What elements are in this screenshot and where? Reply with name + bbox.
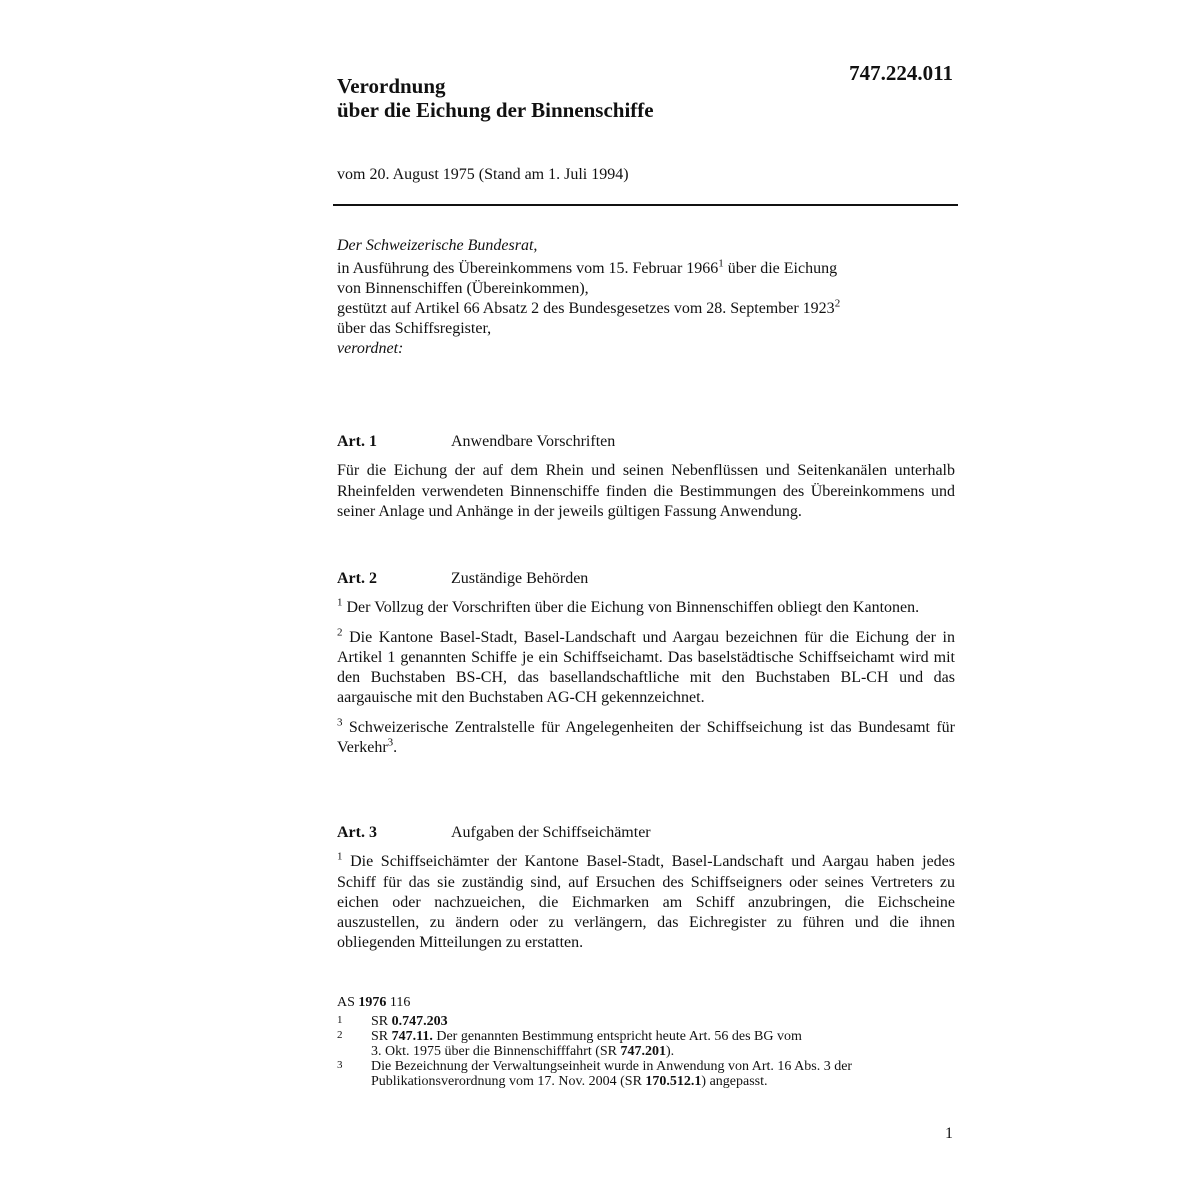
footnotes	[337, 995, 947, 1089]
title-line-1: Verordnung	[337, 74, 446, 98]
paragraph-number: 1	[337, 850, 343, 863]
paragraph-text: Die Schiffseichämter der Kantone Basel-Stadt, Basel-Landschaft und Aargau haben jedes Schiff für das sie zuständig sind, auf Ersuchen des Schiffseigners oder seines Vertreters zu eichen oder nachzueichen, die Eichmarken am Schiff anzubringen, die Eichscheine auszustellen, zu ändern oder zu verlängern, das Eichregister zu führen und die ihnen obliegenden Mitteilungen zu erstatten.	[337, 853, 955, 952]
title-line-2: über die Eichung der Binnenschiffe	[337, 98, 654, 122]
footnote-line-end: ) angepasst.	[701, 1074, 768, 1089]
preamble-line-1	[337, 259, 957, 279]
article-2	[337, 569, 955, 758]
footnote-ref-2[interactable]: 2	[834, 297, 841, 310]
footnote-text	[371, 1059, 947, 1089]
article-2-title: Zuständige Behörden	[451, 570, 589, 587]
article-3-number: Art. 3	[337, 824, 377, 841]
paragraph-text: Der Vollzug der Vorschriften über die Eichung von Binnenschiffen obliegt den Kantonen.	[342, 599, 920, 617]
article-1-paragraph: Für die Eichung der auf dem Rhein und seinen Nebenflüssen und Seitenkanälen unterhalb Rheinfelden verwendeten Binnenschiffe finden die Bestimmungen des Übereinkommens und seiner Anlage und Anhänge in der jeweils gültigen Fassung Anwendung.	[337, 462, 955, 520]
article-2-paragraph-1	[337, 598, 955, 618]
footnote-line-text: Der genannten Bestimmung entspricht heute Art. 56 des BG vom	[432, 1029, 802, 1044]
paragraph-number: 1	[337, 596, 343, 609]
footnote-3-line-2	[371, 1074, 947, 1089]
preamble-line-3-text: gestützt auf Artikel 66 Absatz 2 des Bundesgesetzes vom 28. September 1923	[337, 300, 835, 317]
footnote-ref-1[interactable]: 1	[718, 257, 724, 270]
date-status-line: vom 20. August 1975 (Stand am 1. Juli 1994)	[337, 166, 629, 183]
footnote-text	[371, 1014, 947, 1029]
as-page: 116	[386, 995, 411, 1010]
article-3-title: Aufgaben der Schiffseichämter	[451, 824, 651, 841]
as-year: 1976	[358, 995, 387, 1010]
footnote-line-text: 3. Okt. 1975 über die Binnenschifffahrt (SR	[371, 1044, 621, 1059]
sr-number: 747.224.011	[849, 61, 953, 85]
paragraph-end: .	[393, 739, 398, 757]
footnote-sr-ref: 0.747.203	[391, 1014, 448, 1029]
footnote-sr-ref: 170.512.1	[645, 1074, 702, 1089]
paragraph-number: 2	[337, 626, 343, 639]
article-2-paragraph-3	[337, 718, 955, 759]
preamble-line-1-rest: über die Eichung	[723, 260, 838, 277]
article-1	[337, 432, 955, 522]
article-1-number: Art. 1	[337, 433, 377, 450]
footnote-prefix: SR	[371, 1029, 392, 1044]
article-2-number: Art. 2	[337, 570, 377, 587]
paragraph-text: Die Kantone Basel-Stadt, Basel-Landschaft und Aargau bezeichnen für die Eichung der in Artikel 1 genannten Schiffe je ein Schiffseichamt. Das baselstädtische Schiffseichamt wird mit den Buchstaben BS-CH, das basellandschaftliche mit den Buchstaben BL-CH und das aargauische mit den Buchstaben AG-CH gekennzeichnet.	[337, 628, 955, 707]
preamble-verordnet: verordnet:	[337, 340, 404, 357]
footnote-3-line-1: Die Bezeichnung der Verwaltungseinheit wurde in Anwendung von Art. 16 Abs. 3 der	[371, 1059, 853, 1074]
footnote-line-end: ).	[666, 1044, 675, 1059]
as-reference	[337, 995, 947, 1010]
page-number: 1	[945, 1125, 953, 1142]
footnote-ref-3[interactable]: 3	[387, 736, 394, 749]
article-1-heading	[337, 432, 955, 452]
footnote-3	[337, 1059, 947, 1089]
article-3-heading	[337, 823, 955, 843]
paragraph-number: 3	[337, 716, 343, 729]
footnote-prefix: SR	[371, 1014, 392, 1029]
footnote-2-line-2	[371, 1044, 947, 1059]
paragraph-text: Schweizerische Zentralstelle für Angelegenheiten der Schiffseichung ist das Bundesamt für Verkehr	[337, 718, 955, 757]
as-prefix: AS	[337, 995, 359, 1010]
footnote-2	[337, 1029, 947, 1059]
article-2-paragraph-2	[337, 628, 955, 709]
footnote-2-line-1	[371, 1029, 947, 1044]
footnote-number: 2	[337, 1029, 343, 1041]
footnote-line-text: Publikationsverordnung vom 17. Nov. 2004 (SR	[371, 1074, 646, 1089]
footnote-number: 1	[337, 1014, 343, 1026]
article-3	[337, 823, 955, 954]
footnote-sr-ref-2: 747.201	[620, 1044, 667, 1059]
footnote-sr-ref: 747.11.	[391, 1029, 433, 1044]
footnote-1	[337, 1014, 947, 1029]
preamble-line-3	[337, 299, 957, 319]
article-3-paragraph-1	[337, 852, 955, 953]
article-2-heading	[337, 569, 955, 589]
preamble	[337, 236, 957, 359]
preamble-line-2: von Binnenschiffen (Übereinkommen),	[337, 280, 589, 297]
header-divider	[333, 204, 958, 206]
document-title	[337, 74, 937, 122]
article-1-title: Anwendbare Vorschriften	[451, 433, 616, 450]
preamble-authority: Der Schweizerische Bundesrat,	[337, 237, 538, 254]
footnote-text	[371, 1029, 947, 1059]
preamble-line-1-text: in Ausführung des Übereinkommens vom 15. Februar 1966	[337, 260, 719, 277]
footnote-number: 3	[337, 1059, 343, 1071]
preamble-line-4: über das Schiffsregister,	[337, 320, 492, 337]
